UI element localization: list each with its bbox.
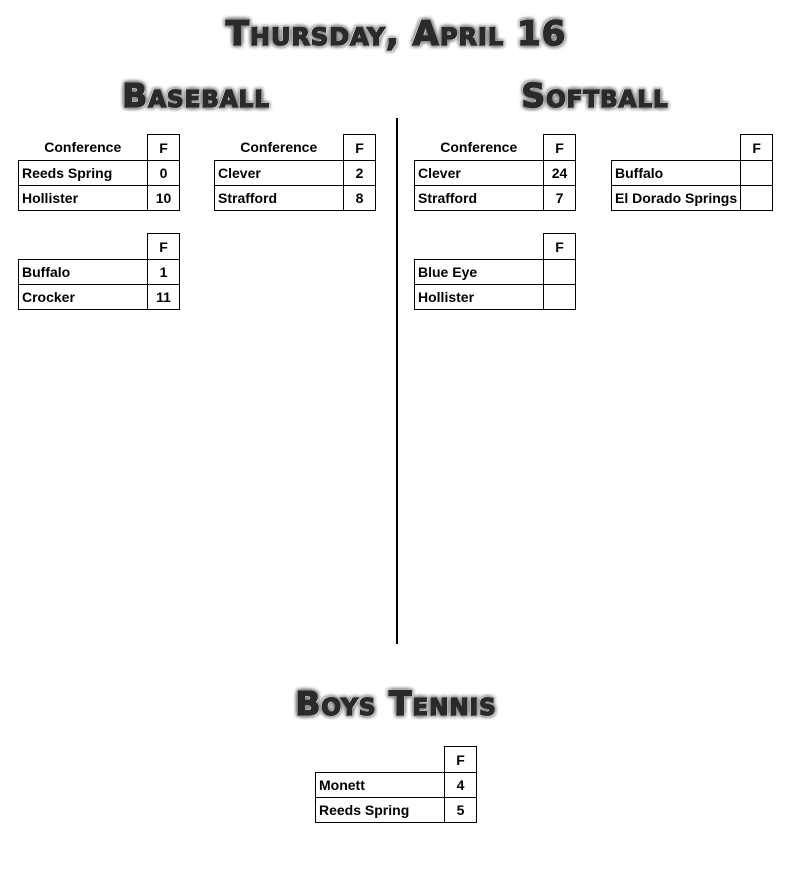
table-row (415, 260, 576, 285)
team-name: Buffalo (612, 161, 741, 186)
game-type-label (415, 234, 544, 260)
softball-scoreboard-1 (414, 134, 576, 211)
team-name: Reeds Spring (19, 161, 148, 186)
scoreboard-header-row (215, 135, 376, 161)
softball-scoreboard-3 (414, 233, 576, 310)
baseball-scoreboard-1 (18, 134, 180, 211)
final-column-header: F (544, 135, 576, 161)
team-score: 10 (148, 186, 180, 211)
table-row (215, 161, 376, 186)
team-name: Buffalo (19, 260, 148, 285)
final-column-header: F (445, 747, 477, 773)
scoreboard-header-row (19, 135, 180, 161)
softball-section-title: Softball (521, 76, 669, 115)
table-row (612, 186, 773, 211)
team-name: Monett (316, 773, 445, 798)
scoreboard-header-row (612, 135, 773, 161)
team-name: Blue Eye (415, 260, 544, 285)
scoreboard-header-row (415, 135, 576, 161)
team-name: Strafford (215, 186, 344, 211)
tennis-scoreboard-1 (315, 746, 477, 823)
team-score: 4 (445, 773, 477, 798)
softball-scoreboard-2 (611, 134, 773, 211)
game-type-label: Conference (44, 139, 122, 156)
table-row (19, 186, 180, 211)
baseball-scoreboard-3 (18, 233, 180, 310)
team-name: Reeds Spring (316, 798, 445, 823)
game-type-label (316, 747, 445, 773)
team-score (741, 186, 773, 211)
section-divider (396, 118, 398, 644)
table-row (215, 186, 376, 211)
team-score (741, 161, 773, 186)
final-column-header: F (148, 234, 180, 260)
table-row (19, 285, 180, 310)
table-row (19, 260, 180, 285)
scoreboard-header-row (316, 747, 477, 773)
team-score: 2 (344, 161, 376, 186)
team-score: 1 (148, 260, 180, 285)
game-type-label (19, 234, 148, 260)
table-row (19, 161, 180, 186)
team-score: 24 (544, 161, 576, 186)
table-row (316, 773, 477, 798)
game-type-label: Conference (240, 139, 318, 156)
team-name: Clever (415, 161, 544, 186)
scoreboard-header-row (19, 234, 180, 260)
final-column-header: F (544, 234, 576, 260)
team-score: 5 (445, 798, 477, 823)
team-name: El Dorado Springs (612, 186, 741, 211)
table-row (612, 161, 773, 186)
team-name: Hollister (19, 186, 148, 211)
team-name: Crocker (19, 285, 148, 310)
team-score: 11 (148, 285, 180, 310)
final-column-header: F (344, 135, 376, 161)
tennis-section-title: Boys Tennis (295, 684, 497, 723)
table-row (316, 798, 477, 823)
scoreboard-header-row (415, 234, 576, 260)
team-name: Hollister (415, 285, 544, 310)
team-score: 8 (344, 186, 376, 211)
baseball-section-title: Baseball (122, 76, 270, 115)
team-name: Clever (215, 161, 344, 186)
final-column-header: F (741, 135, 773, 161)
team-score (544, 260, 576, 285)
game-type-label: Conference (440, 139, 518, 156)
game-type-label (612, 135, 741, 161)
team-name: Strafford (415, 186, 544, 211)
page-title: Thursday, April 16 (225, 14, 567, 54)
table-row (415, 285, 576, 310)
final-column-header: F (148, 135, 180, 161)
team-score (544, 285, 576, 310)
team-score: 0 (148, 161, 180, 186)
baseball-scoreboard-2 (214, 134, 376, 211)
table-row (415, 161, 576, 186)
table-row (415, 186, 576, 211)
team-score: 7 (544, 186, 576, 211)
